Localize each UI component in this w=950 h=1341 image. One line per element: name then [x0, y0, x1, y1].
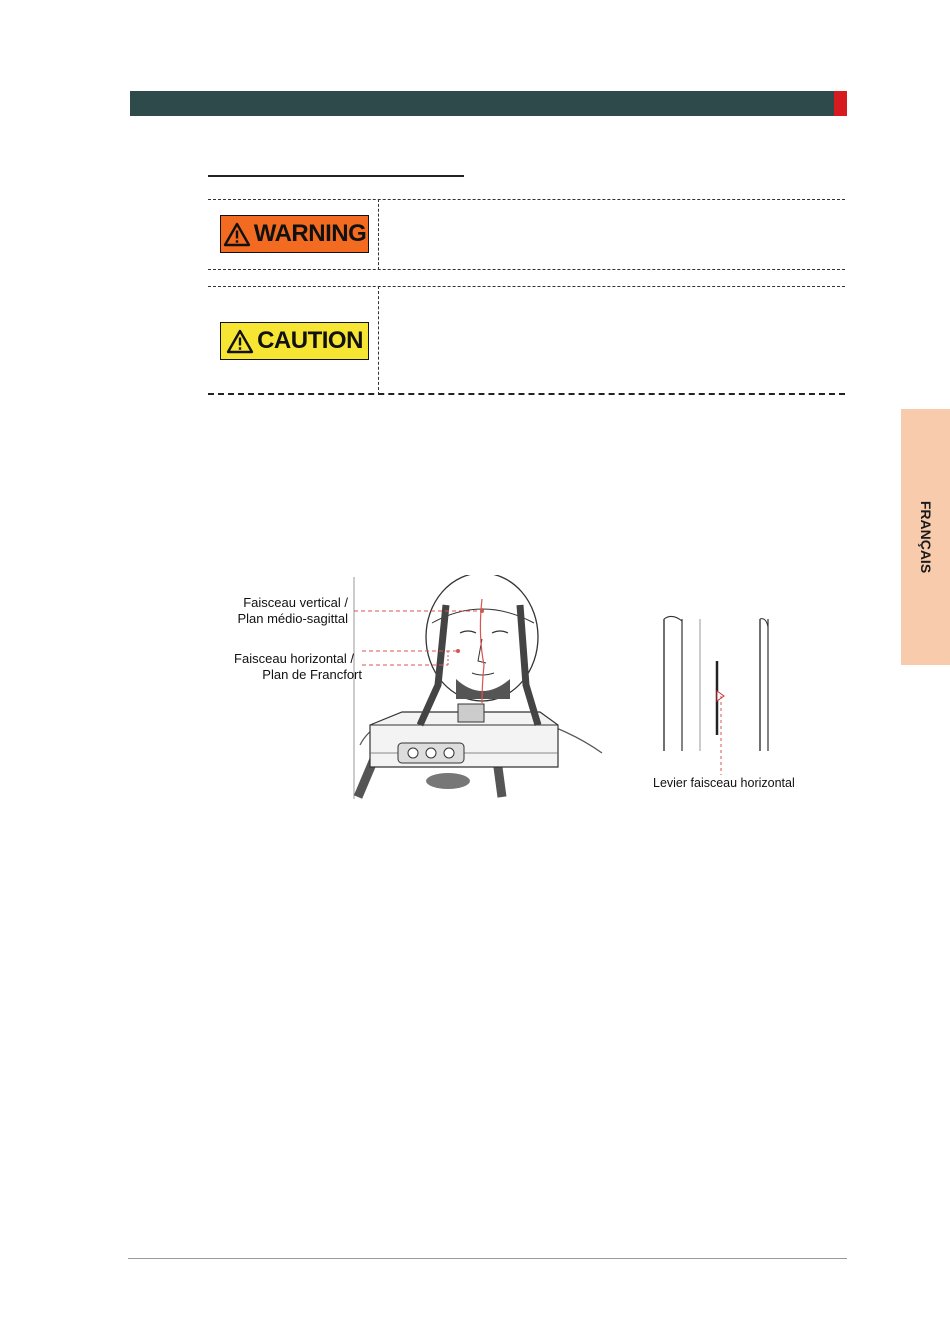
- warning-label: WARNING: [253, 220, 367, 247]
- vertical-beam-label: Faisceau vertical /: [243, 595, 348, 610]
- warning-notice: [208, 199, 845, 270]
- caution-label: CAUTION: [257, 327, 363, 354]
- caution-triangle-icon: [226, 329, 254, 354]
- footer-rule: [128, 1258, 847, 1259]
- header-accent: [834, 91, 847, 116]
- horizontal-beam-label: Faisceau horizontal /: [234, 651, 354, 666]
- frankfort-plane-label: Plan de Francfort: [262, 667, 362, 682]
- caution-sign: [220, 322, 369, 360]
- section-title-underline: [208, 175, 464, 177]
- mid-sagittal-plane-label: Plan médio-sagittal: [237, 611, 348, 626]
- warning-triangle-icon: [223, 222, 251, 247]
- horizontal-beam-lever-label: Levier faisceau horizontal: [653, 776, 795, 790]
- header-bar: [130, 91, 834, 116]
- caution-notice: [208, 286, 845, 395]
- warning-sign: [220, 215, 369, 253]
- language-tab[interactable]: [901, 409, 950, 665]
- positioning-figure: [220, 575, 820, 805]
- language-tab-label: FRANÇAIS: [917, 500, 934, 574]
